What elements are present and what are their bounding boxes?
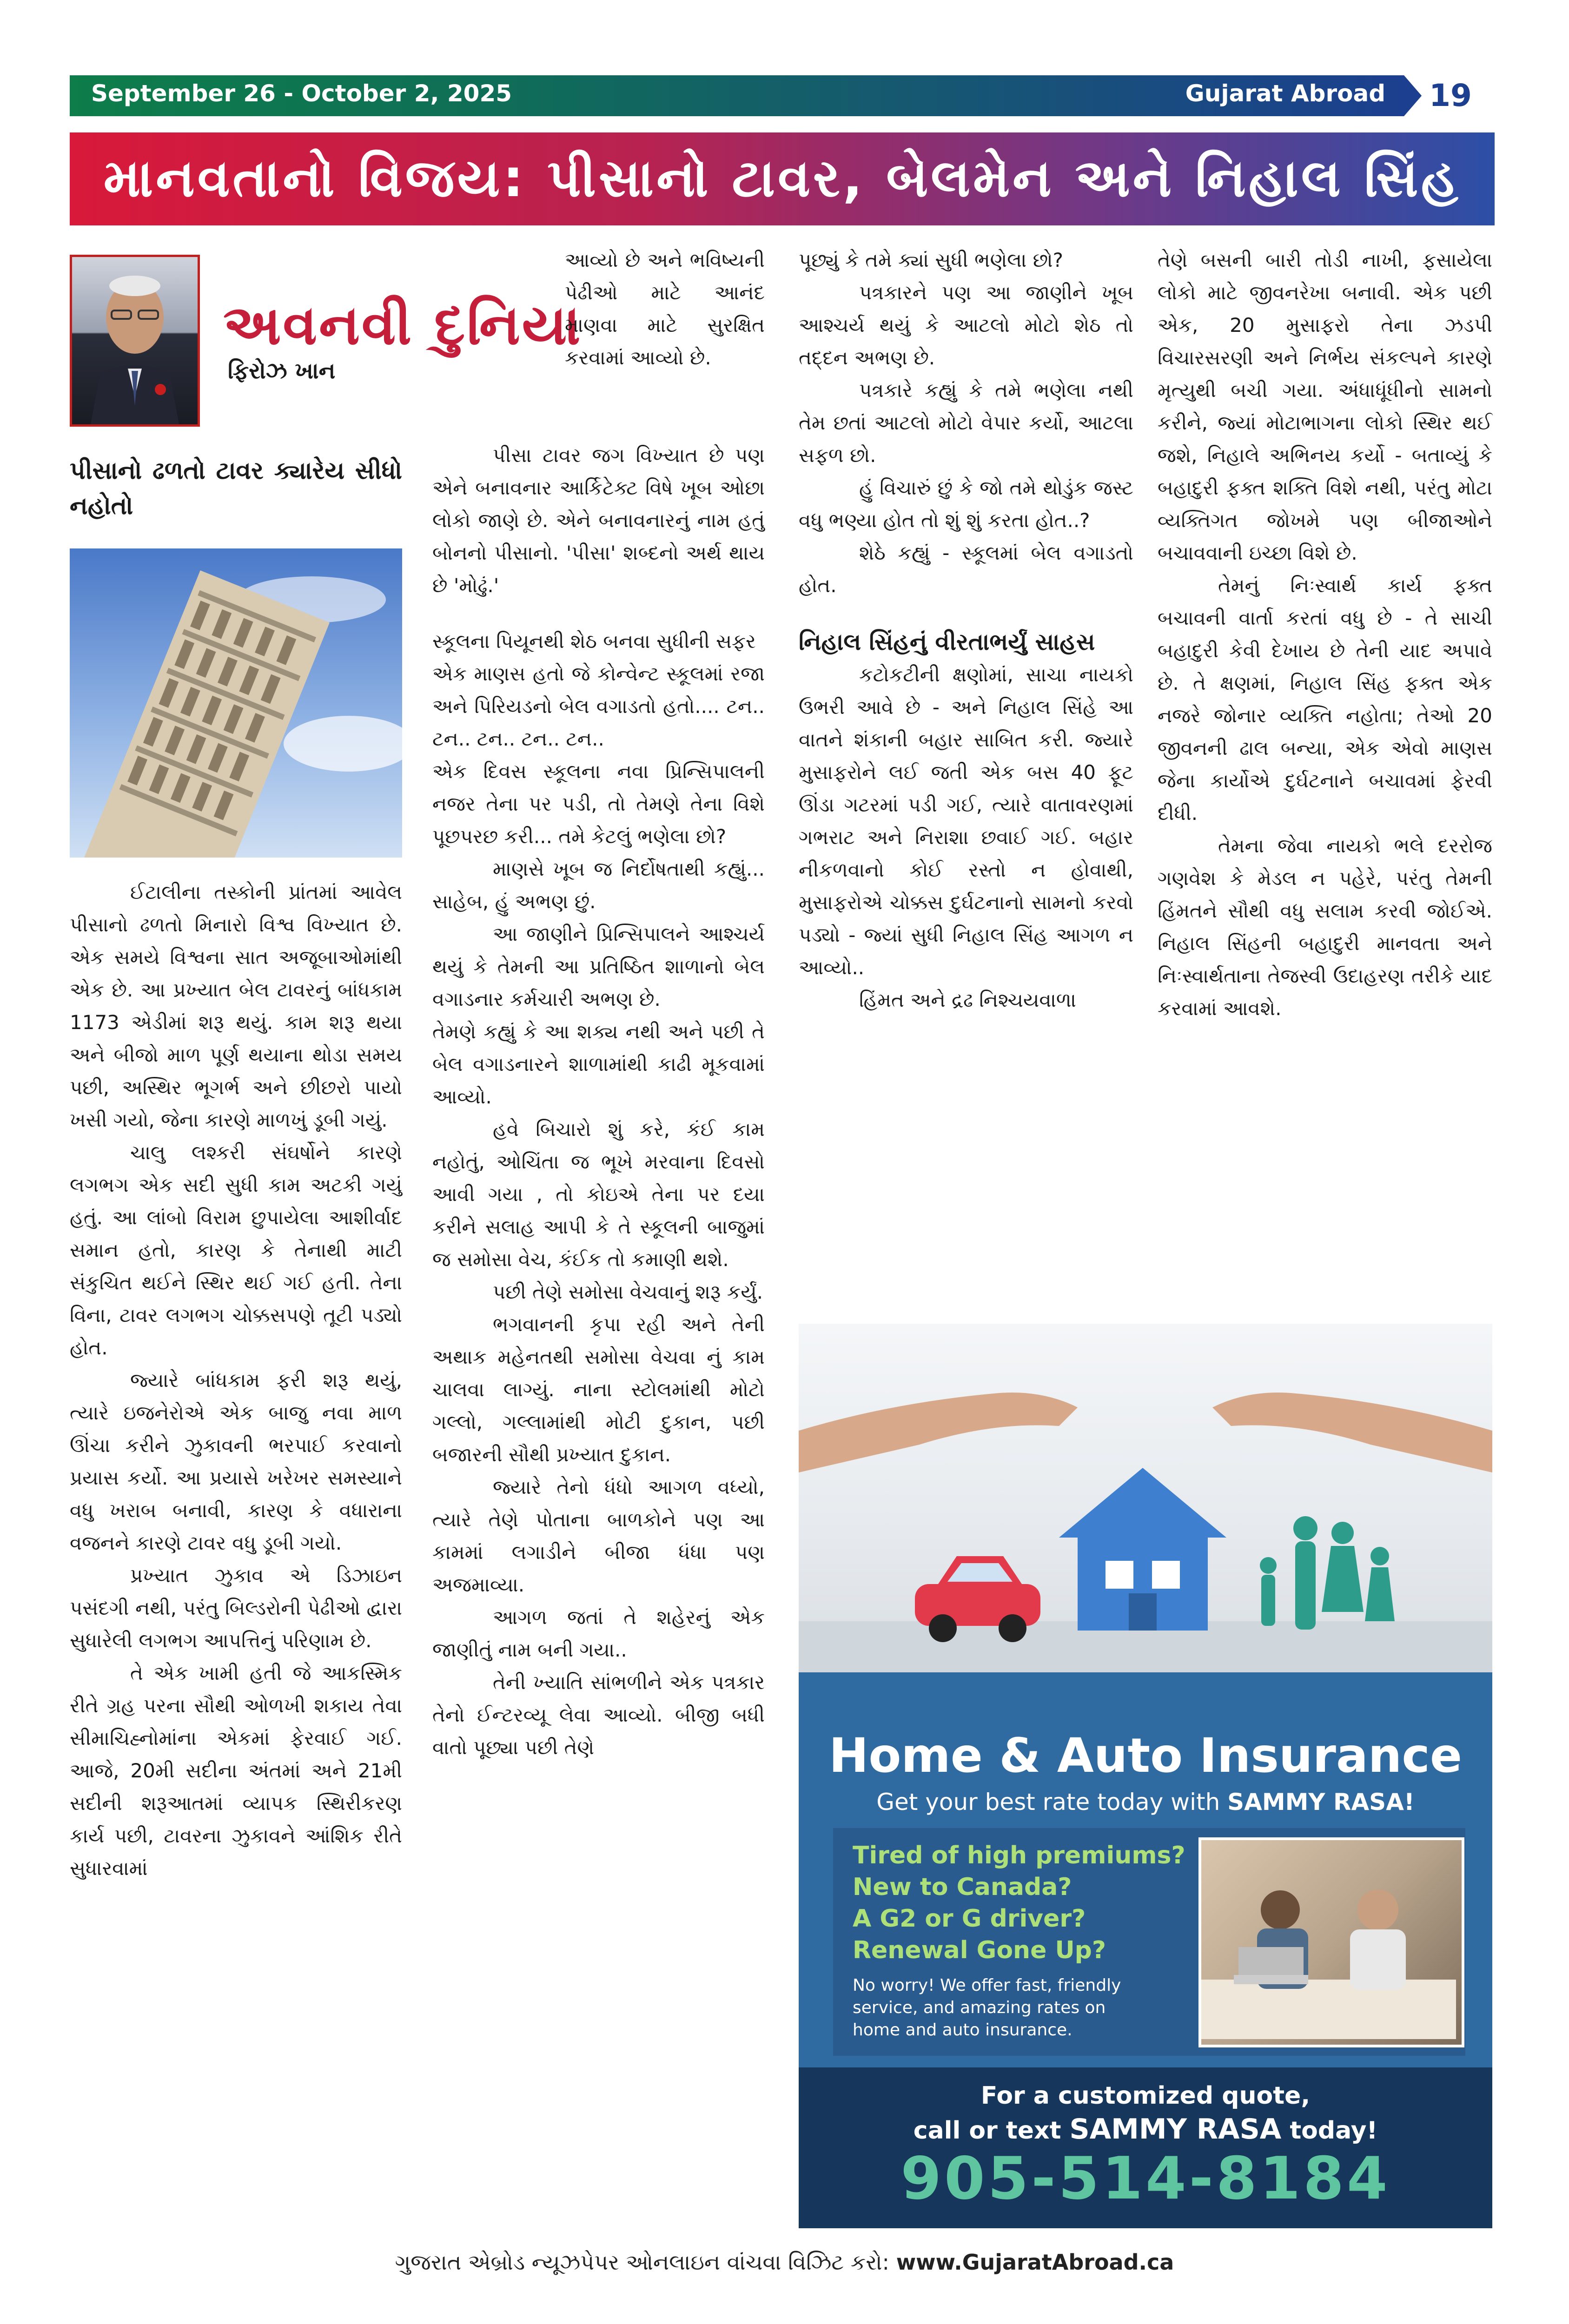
paragraph: આ જાણીને પ્રિન્સિપાલને આશ્ચર્ય થયું કે તેમની આ પ્રતિષ્ઠિત શાળાનો બેલ વગાડનાર કર્મચારી અભણ છે. [432,923,765,1010]
ad-questions [853,1840,1185,1966]
ad-question: New to Canada? [853,1873,1072,1901]
paragraph: ઈટાલીના તસ્કોની પ્રાંતમાં આવેલ પીસાનો ઢળતો મિનારો વિશ્વ વિખ્યાત છે. એક સમયે વિશ્વના સાત અજૂબાઓમાંથી એક છે. આ પ્રખ્યાત બેલ ટાવરનું બાંધકામ 1173 એડીમાં શરૂ થયું. કામ શરૂ થયા અને બીજો માળ પૂર્ણ થયાના થોડા સમય પછી, અસ્થિર ભૂગર્ભ અને છીછરો પાયો ખસી ગયો, જેના કારણે માળખું ડૂબી ગયું. [70,881,402,1131]
footer [0,2250,1569,2276]
paragraph: પીસા ટાવર જગ વિખ્યાત છે પણ એને બનાવનાર આર્કિટેક્ટ વિષે ખૂબ ઓછા લોકો જાણે છે. એને બનાવનારનું નામ હતું બોનનો પીસાનો. 'પીસા' શબ્દનો અર્થ થાય છે 'મોઢું.' [432,444,765,597]
column-2-body [432,439,765,1764]
subhead-nihal: નિહાલ સિંહનું વીરતાભર્યું સાહસ [799,628,1095,655]
author-photo [70,255,200,427]
ad-question: Renewal Gone Up? [853,1936,1106,1964]
column-1 [70,453,402,524]
insurance-ad [799,1324,1492,2228]
paragraph: હવે બિચારો શું કરે, કંઈ કામ નહોતું, ઓચિંતા જ ભૂખે મરવાના દિવસો આવી ગયા , તો કોઇએ તેના પર દયા કરીને સલાહ આપી કે તે સ્કૂલની બાજુમાં જ સમોસા વેચ, કંઈક તો કમાણી થશે. [432,1118,765,1271]
headline: માનવતાનો વિજય: પીસાનો ટાવર, બેલમેન અને નિહાલ સિંહ [70,132,1495,225]
paragraph: એક માણસ હતો જે કોન્વેન્ટ સ્કૂલમાં રજા અને પિરિયડનો બેલ વગાડતો હતો.... ટન.. ટન.. ટન.. ટન.. ટન.. [432,662,765,750]
paragraph: હું વિચારું છું કે જો તમે થોડુંક જસ્ટ વધુ ભણ્યા હોત તો શું શું કરતા હોત..? [799,476,1133,532]
paragraph: કટોકટીની ક્ષણોમાં, સાચા નાયકો ઉભરી આવે છે - અને નિહાલ સિંહે આ વાતને શંકાની બહાર સાબિત કરી. જ્યારે મુસાફરોને લઈ જતી એક બસ 40 ફૂટ ઊંડા ગટરમાં પડી ગઈ, ત્યારે વાતાવરણમાં ગભરાટ અને નિરાશા છવાઈ ગઈ. બહાર નીકળવાનો કોઈ રસ્તો ન હોવાથી, મુસાફરોએ ચોક્કસ દુર્ઘટનાનો સામનો કરવો પડ્યો - જ્યાં સુધી નિહાલ સિંહ આગળ ન આવ્યો.. [799,663,1133,979]
family-icon [1260,1516,1395,1630]
ad-question: A G2 or G driver? [853,1905,1086,1933]
header-bar [70,75,1404,116]
paragraph: પછી તેણે સમોસા વેચવાનું શરૂ કર્યું. [493,1281,763,1303]
paper-name: Gujarat Abroad [1185,80,1385,107]
paragraph: તેમનું નિઃસ્વાર્થ કાર્ય ફક્ત બચાવની વાર્તા કરતાં વધુ છે - તે સાચી બહાદુરી કેવી દેખાય છે તેની યાદ અપાવે છે. તે ક્ષણમાં, નિહાલ સિંહ ફક્ત એક નજરે જોનાર વ્યક્તિ નહોતા; તેઓ 20 જીવનની ઢાલ બન્યા, એક એવો માણસ જેના કાર્યોએ દુર્ઘટનાને બચાવમાં ફેરવી દીધી. [1158,574,1492,825]
paragraph: તેની ખ્યાતિ સાંભળીને એક પત્રકાર તેનો ઈન્ટરવ્યૂ લેવા આવ્યો. બીજી બધી વાતો પૂછ્યા પછી તેણે [432,1671,765,1759]
ad-hero-image [799,1324,1492,1672]
paragraph: જ્યારે તેનો ધંધો આગળ વધ્યો, ત્યારે તેણે પોતાના બાળકોને પણ આ કામમાં લગાડીને બીજા ધંધા પણ અજમાવ્યા. [432,1476,765,1596]
footer-text: ગુજરાત એબ્રોડ ન્યૂઝપેપર ઓનલાઇન વાંચવા વિઝિટ કરો: [395,2250,896,2275]
paragraph: તેણે બસની બારી તોડી નાખી, ફસાયેલા લોકો માટે જીવનરેખા બનાવી. એક પછી એક, 20 મુસાફરો તેના ઝડપી વિચારસરણી અને નિર્ભય સંકલ્પને કારણે મૃત્યુથી બચી ગયા. અંધાધૂંધીનો સામનો કરીને, જ્યાં મોટાભાગના લોકો સ્થિર થઈ જશે, નિહાલે અભિનય કર્યો - બતાવ્યું કે બહાદુરી ફક્ત શક્તિ વિશે નથી, પરંતુ મોટા વ્યક્તિગત જોખમે પણ બીજાઓને બચાવવાની ઇચ્છા વિશે છે. [1158,249,1492,564]
paragraph: પત્રકારને પણ આ જાણીને ખૂબ આશ્ચર્ય થયું કે આટલો મોટો શેઠ તો તદ્દન અભણ છે. [799,281,1133,369]
column-2 [565,244,765,374]
paragraph: આવ્યો છે અને ભવિષ્યની પેઢીઓ માટે આનંદ માણવા માટે સુરક્ષિત કરવામાં આવ્યો છે. [565,249,765,369]
page-number: 19 [1429,77,1472,113]
ad-subtitle [799,1789,1492,1816]
paragraph: પૂછ્યું કે તમે ક્યાં સુધી ભણેલા છો? [799,249,1063,271]
ad-cta-line [799,2113,1492,2147]
paragraph: જ્યારે બાંધકામ ફરી શરૂ થયું, ત્યારે ઇજનેરોએ એક બાજુ નવા માળ ઊંચા કરીને ઝુકાવની ભરપાઈ કરવાનો પ્રયાસ કર્યો. આ પ્રયાસે ખરેખર સમસ્યાને વધુ ખરાબ બનાવી, કારણ કે વધારાના વજનને કારણે ટાવર વધુ ડૂબી ગયો. [70,1369,402,1554]
column-4 [1158,244,1492,1025]
ad-cta-name: SAMMY RASA [1069,2113,1282,2146]
ad-body: No worry! We offer fast, friendly service, and amazing rates on home and auto insurance. [853,1976,1121,2040]
subhead-pisa: પીસાનો ઢળતો ટાવર ક્યારેય સીધો નહોતો [70,457,402,520]
paragraph: આગળ જતાં તે શહેરનું એક જાણીતું નામ બની ગયા.. [432,1606,765,1661]
paragraph: માણસે ખૂબ જ નિર્દોષતાથી કહ્યું... સાહેબ, હું અભણ છું. [432,858,765,913]
ad-title: Home & Auto Insurance [828,1728,1463,1783]
paragraph: તેમના જેવા નાયકો ભલે દરરોજ ગણવેશ કે મેડલ ન પહેરે, પરંતુ તેમની હિંમતને સૌથી વધુ સલામ કરવી જોઈએ. નિહાલ સિંહની બહાદુરી માનવતા અને નિઃસ્વાર્થતાના તેજસ્વી ઉદાહરણ તરીકે યાદ કરવામાં આવશે. [1158,834,1492,1020]
column-author: ફિરોઝ ખાન [228,358,336,384]
ad-cta [799,2079,1492,2147]
house-icon [1059,1468,1226,1631]
ad-subtitle-text: Get your best rate today with [876,1789,1228,1816]
ad-cta-text: today! [1281,2117,1378,2145]
paragraph: હિંમત અને દ્રઢ નિશ્ચયવાળા [859,989,1076,1011]
paragraph: એક દિવસ સ્કૂલના નવા પ્રિન્સિપાલની નજર તેના પર પડી, તો તેમણે તેના વિશે પૂછપરછ કરી... તમે કેટલું ભણેલા છો? [432,760,765,848]
column-3 [799,244,1133,1017]
subhead-school: સ્કૂલના પિયૂનથી શેઠ બનવા સુધીની સફર [432,630,756,653]
column-brand-title: અવનવી દુનિયા [223,293,583,357]
paragraph: તે એક ખામી હતી જે આકસ્મિક રીતે ગ્રહ પરના સૌથી ઓળખી શકાય તેવા સીમાચિહ્નોમાંના એકમાં ફેરવાઈ ગઈ. આજે, 20મી સદીના અંતમાં અને 21મી સદીની શરૂઆતમાં વ્યાપક સ્થિરીકરણ કાર્ય પછી, ટાવરના ઝુકાવને આંશિક રીતે સુધારવામાં [70,1662,402,1880]
paragraph: પ્રખ્યાત ઝુકાવ એ ડિઝાઇન પસંદગી નથી, પરંતુ બિલ્ડરોની પેઢીઓ દ્વારા સુધારેલી લગભગ આપત્તિનું પરિણામ છે. [70,1564,402,1652]
column-1-text [70,876,402,1885]
footer-url[interactable]: www.GujaratAbroad.ca [896,2250,1174,2275]
ad-phone-number[interactable]: 905-514-8184 [900,2144,1390,2212]
paragraph: શેઠે કહ્યું - સ્કૂલમાં બેલ વગાડતો હોત. [799,541,1133,597]
ad-couple-photo [1198,1837,1464,2047]
issue-date: September 26 - October 2, 2025 [91,80,512,107]
paragraph: ભગવાનની કૃપા રહી અને તેની અથાક મહેનતથી સમોસા વેચવા નું કામ ચાલવા લાગ્યું. નાના સ્ટોલમાંથી મોટો ગલ્લો, ગલ્લામાંથી મોટી દુકાન, પછી બજારની સૌથી પ્રખ્યાત દુકાન. [432,1313,765,1466]
ad-cta-line: For a customized quote, [980,2082,1311,2110]
ad-cta-text: call or text [913,2117,1070,2145]
paragraph: તેમણે કહ્યું કે આ શક્ય નથી અને પછી તે બેલ વગાડનારને શાળામાંથી કાઢી મૂકવામાં આવ્યો. [432,1020,765,1108]
ad-subtitle-name: SAMMY RASA! [1227,1789,1415,1816]
ad-question: Tired of high premiums? [853,1842,1185,1869]
paragraph: ચાલુ લશ્કરી સંઘર્ષોને કારણે લગભગ એક સદી સુધી કામ અટકી ગયું હતું. આ લાંબો વિરામ છુપાયેલા આશીર્વાદ સમાન હતો, કારણ કે તેનાથી માટી સંકુચિત થઈને સ્થિર થઈ ગઈ હતી. તેના વિના, ટાવર લગભગ ચોક્કસપણે તૂટી પડ્યો હોત. [70,1141,402,1359]
leaning-tower-photo [70,548,402,858]
paragraph: પત્રકારે કહ્યું કે તમે ભણેલા નથી તેમ છતાં આટલો મોટો વેપાર કર્યો, આટલા સફળ છો. [799,379,1133,467]
